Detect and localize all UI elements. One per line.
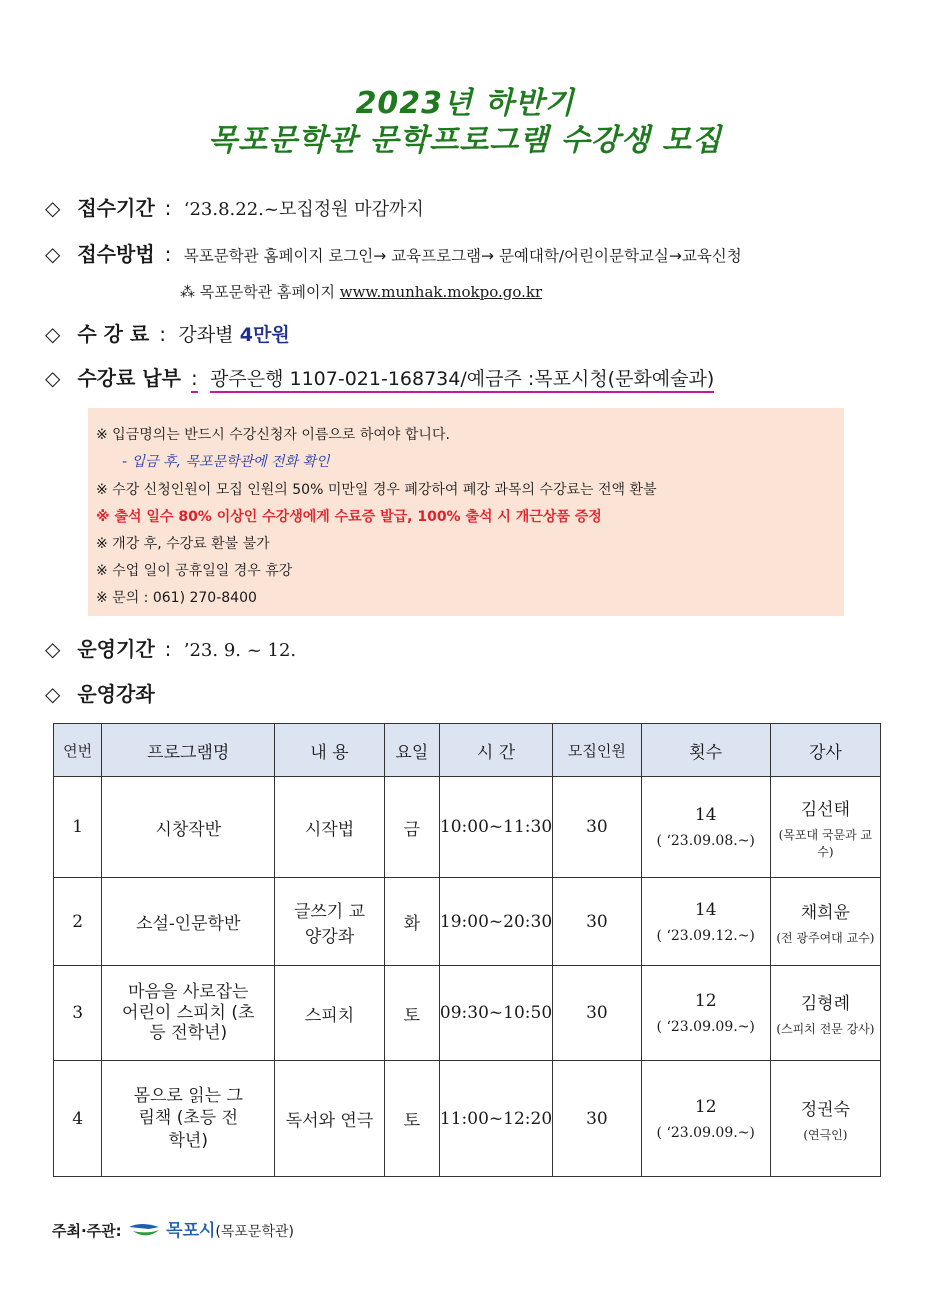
cell-teacher	[770, 1061, 880, 1177]
teacher-note: (연극인)	[803, 1127, 848, 1142]
cell-day: 토	[384, 966, 439, 1061]
cell-program: 마음을 사로잡는 어린이 스피치 (초등 전학년)	[102, 966, 275, 1061]
footer-city: 목포시	[166, 1221, 216, 1241]
cell-no: 3	[54, 966, 102, 1061]
cell-content: 독서와 연극	[275, 1061, 385, 1177]
cell-program: 시창작반	[102, 777, 275, 878]
cell-capacity: 30	[553, 777, 642, 878]
teacher-name: 정권숙	[800, 1099, 851, 1120]
cell-no: 4	[54, 1061, 102, 1177]
courses-heading	[45, 678, 155, 707]
count-start-date: ( ‘23.09.09.~)	[656, 1124, 755, 1141]
diamond-icon: ◇	[45, 366, 61, 390]
mokpo-logo-icon	[127, 1221, 161, 1243]
title-line-2: 목포문학관 문학프로그램 수강생 모집	[207, 123, 722, 158]
cell-no: 1	[54, 777, 102, 878]
teacher-name: 김선태	[800, 799, 851, 820]
cell-program: 소설-인문학반	[102, 878, 275, 966]
count-value: 14	[694, 805, 717, 825]
col-header-content: 내 용	[275, 724, 385, 777]
reception-period-value: ‘23.8.22.~모집정원 마감까지	[183, 199, 424, 220]
operation-period-value: ’23. 9. ~ 12.	[183, 640, 297, 661]
courses-label: 운영강좌	[77, 682, 155, 706]
table-row	[54, 777, 881, 878]
fee-payment-value: 광주은행 1107-021-168734/예금주 :목포시청(문화예술과)	[210, 368, 714, 393]
teacher-note: (전 광주여대 교수)	[776, 930, 875, 945]
diamond-icon: ◇	[45, 682, 61, 706]
cell-content: 스피치	[275, 966, 385, 1061]
count-start-date: ( ‘23.09.12.~)	[656, 927, 755, 944]
cell-time: 09:30~10:50	[439, 966, 552, 1061]
operation-period: ◇ 운영기간 : ’23. 9. ~ 12.	[45, 633, 296, 662]
fee-payment: ◇ 수강료 납부 : 광주은행 1107-021-168734/예금주 :목포시청(문화예술과)	[45, 362, 714, 393]
reception-method-label: 접수방법	[77, 242, 155, 266]
table-row	[54, 966, 881, 1061]
cell-count	[641, 777, 770, 878]
fee-payment-label: 수강료 납부	[77, 366, 181, 390]
cell-count	[641, 1061, 770, 1177]
notice-4: ※ 출석 일수 80% 이상인 수강생에게 수료증 발급, 100% 출석 시 개근상품 증정	[96, 509, 602, 525]
count-start-date: ( ‘23.09.08.~)	[656, 833, 755, 849]
diamond-icon: ◇	[45, 242, 61, 266]
diamond-icon: ◇	[45, 196, 61, 220]
cell-day: 금	[384, 777, 439, 878]
teacher-note: (스피치 전문 강사)	[776, 1022, 875, 1036]
notice-5: ※ 개강 후, 수강료 환불 불가	[96, 536, 270, 552]
notice-2: - 입금 후, 목포문학관에 전화 확인	[122, 454, 330, 470]
count-value: 12	[694, 991, 717, 1011]
teacher-note: (목포대 국문과 교수)	[778, 827, 873, 859]
cell-content: 글쓰기 교양강좌	[275, 878, 385, 966]
cell-capacity: 30	[553, 966, 642, 1061]
cell-teacher	[770, 878, 880, 966]
notice-7: ※ 문의 : 061) 270-8400	[96, 590, 257, 606]
table-header-row	[54, 724, 881, 777]
count-value: 12	[694, 1096, 717, 1117]
cell-count	[641, 966, 770, 1061]
cell-day: 화	[384, 878, 439, 966]
diamond-icon: ◇	[45, 322, 61, 346]
cell-teacher	[770, 777, 880, 878]
reception-method: ◇ 접수방법 : 목포문학관 홈페이지 로그인→ 교육프로그램→ 문예대학/어린이문학교실→교육신청	[45, 238, 742, 267]
col-header-capacity: 모집인원	[553, 724, 642, 777]
footer-label: 주최·주관:	[52, 1222, 122, 1240]
cell-count	[641, 878, 770, 966]
cell-program: 몸으로 읽는 그림책 (초등 전학년)	[102, 1061, 275, 1177]
course-fee-label: 수 강 료	[77, 322, 150, 346]
title-line-1: 2023년 하반기	[355, 86, 575, 121]
col-header-teacher: 강사	[770, 724, 880, 777]
table-row	[54, 878, 881, 966]
teacher-name: 채희윤	[800, 902, 851, 923]
homepage-note	[180, 281, 542, 302]
cell-content: 시작법	[275, 777, 385, 878]
cell-time: 10:00~11:30	[439, 777, 552, 878]
course-fee-amount: 4만원	[239, 324, 290, 346]
col-header-program: 프로그램명	[102, 724, 275, 777]
teacher-name: 김형례	[800, 994, 851, 1014]
col-header-day: 요일	[384, 724, 439, 777]
cell-day: 토	[384, 1061, 439, 1177]
table-row	[54, 1061, 881, 1177]
course-fee-value: 강좌별	[178, 324, 234, 346]
notice-1: ※ 입금명의는 반드시 수강신청자 이름으로 하여야 합니다.	[96, 427, 450, 443]
count-start-date: ( ‘23.09.09.~)	[656, 1019, 755, 1035]
cell-capacity: 30	[553, 878, 642, 966]
diamond-icon: ◇	[45, 637, 61, 661]
col-header-time: 시 간	[439, 724, 552, 777]
homepage-link[interactable]: www.munhak.mokpo.go.kr	[339, 283, 543, 301]
cell-teacher	[770, 966, 880, 1061]
col-header-count: 횟수	[641, 724, 770, 777]
reception-period: ◇ 접수기간 : ‘23.8.22.~모집정원 마감까지	[45, 192, 424, 221]
footer-org: (목포문학관)	[215, 1224, 294, 1240]
footer	[52, 1216, 294, 1243]
cell-capacity: 30	[553, 1061, 642, 1177]
count-value: 14	[694, 899, 717, 920]
homepage-prefix: ⁂ 목포문학관 홈페이지	[180, 283, 335, 301]
notice-6: ※ 수업 일이 공휴일일 경우 휴강	[96, 563, 293, 579]
notice-3: ※ 수강 신청인원이 모집 인원의 50% 미만일 경우 폐강하여 폐강 과목의 수강료는 전액 환불	[96, 482, 657, 498]
course-table	[53, 723, 881, 1177]
cell-time: 19:00~20:30	[439, 878, 552, 966]
cell-no: 2	[54, 878, 102, 966]
operation-period-label: 운영기간	[77, 637, 155, 661]
course-fee: ◇ 수 강 료 : 강좌별 4만원	[45, 318, 290, 347]
cell-time: 11:00~12:20	[439, 1061, 552, 1177]
col-header-no: 연번	[54, 724, 102, 777]
reception-method-value: 목포문학관 홈페이지 로그인→ 교육프로그램→ 문예대학/어린이문학교실→교육신청	[183, 247, 742, 265]
reception-period-label: 접수기간	[77, 196, 155, 220]
